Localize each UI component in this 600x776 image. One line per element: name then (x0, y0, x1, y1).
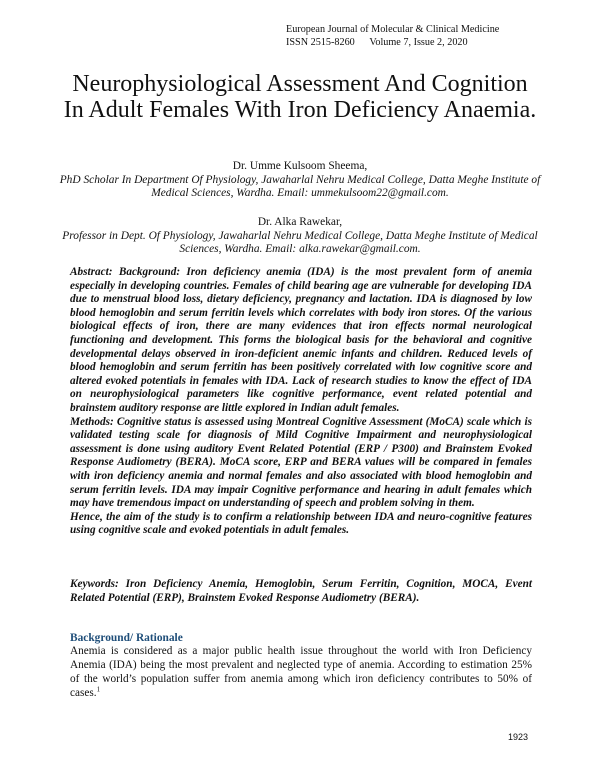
section-heading: Background/ Rationale (70, 632, 183, 644)
keywords: Keywords: Iron Deficiency Anemia, Hemoglobin, Serum Ferritin, Cognition, MOCA, Event Related Potential (ERP), Brainstem Evoked Response Audiometry (BERA). (70, 578, 532, 604)
author-block-1 (40, 160, 560, 201)
author-block-2 (40, 216, 560, 257)
journal-name: European Journal of Molecular & Clinical Medicine (286, 24, 500, 35)
author-name: Dr. Umme Kulsoom Sheema, (232, 160, 368, 172)
volume-issue: Volume 7, Issue 2, 2020 (369, 36, 468, 48)
section-body (70, 645, 532, 701)
abstract-methods: Methods: Cognitive status is assessed using Montreal Cognitive Assessment (MoCA) scale which is validated testing scale for diagnosis of Mild Cognitive Impairment and neurophysiological assessment is done using auditory Event Related Potential (ERP / P300) and Brainstem Evoked Response Audiometry (BERA). MoCA score, ERP and BERA values will be compared in females with iron deficiency anemia and normal females and also associated with blood hemoglobin and serum ferritin levels. IDA may impair Cognitive performance and hearing in adult females which may have tremendous impact on understanding of speech and problem solving in them. (70, 415, 532, 510)
author-affiliation: PhD Scholar In Department Of Physiology, Jawaharlal Nehru Medical College, Datta Meghe Institute of Medical Sciences, Wardha. Email: ummekulsoom22@gmail.com. (59, 173, 541, 200)
author-name: Dr. Alka Rawekar, (257, 216, 343, 228)
page-number: 1923 (508, 732, 529, 742)
author-affiliation: Professor in Dept. Of Physiology, Jawaharlal Nehru Medical College, Datta Meghe Institute of Medical Sciences, Wardha. Email: alka.rawekar@gmail.com. (62, 229, 538, 256)
abstract-aim: Hence, the aim of the study is to confirm a relationship between IDA and neuro-cognitive features using cognitive scale and evoked potentials in adult females. (70, 510, 532, 537)
section-body-text: Anemia is considered as a major public health issue throughout the world with Iron Deficiency Anemia (IDA) being the most prevalent and neglected type of anemia. According to estimation 25% of the world’s population suffer from anemia among which iron deficiency contributes to 50% of cases. (70, 645, 532, 699)
journal-header (286, 24, 566, 49)
issn: ISSN 2515-8260 (286, 36, 355, 48)
issn-volume-line (286, 37, 566, 50)
paper-title: Neurophysiological Assessment And Cognition In Adult Females With Iron Deficiency Anaemia. (63, 71, 537, 123)
abstract-background: Abstract: Background: Iron deficiency anemia (IDA) is the most prevalent form of anemia especially in developing countries. Females of child bearing age are vulnerable for developing IDA due to menstrual blood loss, dietary deficiency, pregnancy and lactation. IDA is diagnosed by low blood hemoglobin and serum ferritin levels which correlates with body iron stores. Of the various biological effects of iron, there are many evidences that iron effects normal neurological functioning and development. This forms the biological basis for the behavioral and cognitive developmental delays observed in iron-deficient anemic infants and children. Reduced levels of blood hemoglobin and serum ferritin has been positively correlated with low cognitive score and altered evoked potentials in females with IDA. Lack of research studies to know the effect of IDA on neurophysiological parameters like cognitive performance, event related potential and brainstem auditory response are little explored in Indian adult females. (70, 266, 532, 414)
abstract (70, 266, 532, 538)
citation-superscript: 1 (96, 684, 101, 693)
